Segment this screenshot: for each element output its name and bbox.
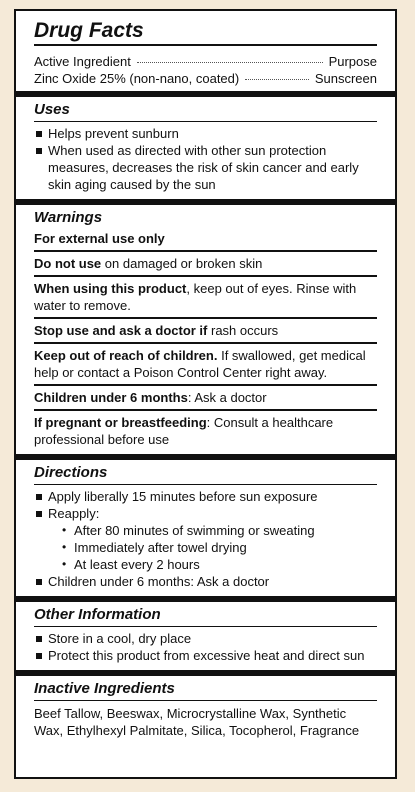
uses-list <box>34 125 377 193</box>
children-label: Children under 6 months <box>34 390 188 405</box>
inactive-title: Inactive Ingredients <box>34 680 175 697</box>
sub-list-item: • Immediately after towel drying <box>48 539 377 556</box>
divider <box>34 626 377 627</box>
active-label: Active Ingredient <box>34 54 131 69</box>
stop-use-text: rash occurs <box>207 323 279 338</box>
list-item: When used as directed with other sun protection measures, decreases the risk of skin cancer and early skin aging caused by the sun <box>34 142 377 193</box>
when-using-label: When using this product <box>34 281 187 296</box>
keep-out-text: If swallowed, get medical help or contact a Poison Control Center right away. <box>34 348 366 380</box>
stop-use <box>34 319 377 342</box>
list-item: Apply liberally 15 minutes before sun exposure <box>34 488 377 505</box>
divider <box>34 700 377 701</box>
sub-list-item: • At least every 2 hours <box>48 556 377 573</box>
warnings-title: Warnings <box>34 209 103 226</box>
pregnant-text: : Consult a healthcare professional before use <box>34 415 334 447</box>
do-not-use-label: Do not use <box>34 256 102 271</box>
ingredient-name: Zinc Oxide 25% (non-nano, coated) <box>34 71 240 86</box>
pregnant-label: If pregnant or breastfeeding <box>34 415 207 430</box>
children-warning <box>34 386 377 409</box>
divider <box>34 121 377 122</box>
stop-use-label: Stop use and ask a doctor if <box>34 323 208 338</box>
inactive-section <box>16 676 395 739</box>
when-using-text: , keep out of eyes. Rinse with water to remove. <box>34 281 357 313</box>
ingredient-purpose: Sunscreen <box>314 71 377 86</box>
reapply-label: Reapply: <box>48 506 100 521</box>
reapply-sublist <box>48 522 377 573</box>
other-info-title: Other Information <box>34 606 161 623</box>
keep-out-label: Keep out of reach of children. <box>34 348 218 363</box>
list-item: Store in a cool, dry place <box>34 630 377 647</box>
keep-out-of-reach <box>34 344 377 384</box>
pregnant-warning <box>34 411 377 454</box>
purpose-label: Purpose <box>328 54 377 69</box>
ingredient-row <box>34 70 377 87</box>
directions-list <box>34 488 377 590</box>
directions-section <box>16 460 395 596</box>
other-info-section <box>16 602 395 670</box>
do-not-use <box>34 252 377 275</box>
list-item: Protect this product from excessive heat and direct sun <box>34 647 377 664</box>
list-item: Children under 6 months: Ask a doctor <box>34 573 377 590</box>
active-header-row <box>34 53 377 70</box>
dot-leader <box>137 62 323 63</box>
uses-title: Uses <box>34 101 70 118</box>
page-title: Drug Facts <box>34 19 144 42</box>
inactive-ingredients-text: Beef Tallow, Beeswax, Microcrystalline Wax, Synthetic Wax, Ethylhexyl Palmitate, Silica, Tocopherol, Fragrance <box>34 706 360 738</box>
dot-leader <box>245 79 309 80</box>
divider <box>34 484 377 485</box>
directions-title: Directions <box>34 464 108 481</box>
active-ingredient-block <box>16 46 395 91</box>
external-use: For external use only <box>34 231 165 246</box>
list-item <box>34 505 377 573</box>
header-section <box>16 11 395 44</box>
do-not-use-text: on damaged or broken skin <box>101 256 263 271</box>
children-text: : Ask a doctor <box>187 390 267 405</box>
drug-facts-panel <box>14 9 397 779</box>
warnings-section <box>16 205 395 454</box>
list-item: Helps prevent sunburn <box>34 125 377 142</box>
when-using <box>34 277 377 317</box>
other-info-list <box>34 630 377 664</box>
sub-list-item: • After 80 minutes of swimming or sweating <box>48 522 377 539</box>
uses-section <box>16 97 395 199</box>
